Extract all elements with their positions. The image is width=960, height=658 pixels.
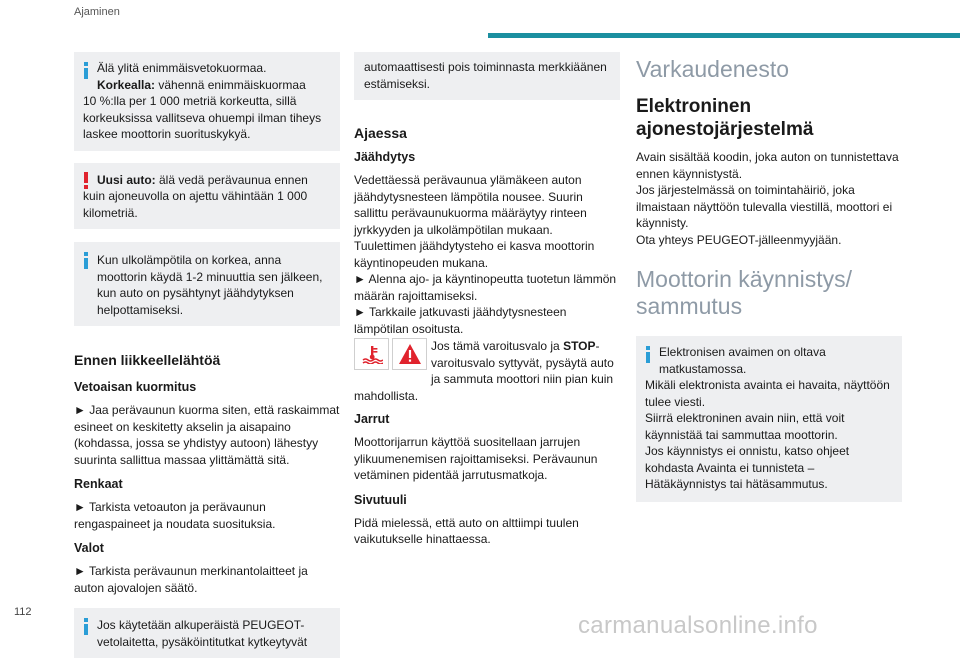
coolant-temperature-icon (354, 338, 389, 370)
note-text: Siirrä elektroninen avain niin, että voit käynnistää tai sammuttaa moottorin. (645, 411, 845, 442)
page-number: 112 (14, 606, 32, 618)
paragraph: Moottorijarrun käyttöä suositellaan jarrujen ylikuumenemisen rajoittamiseksi. Perävaunun vetäminen pidentää jarrutusmatkoja. (354, 435, 598, 482)
note-text: Jos käynnistys ei onnistu, katso ohjeet kohdasta Avainta ei tunnisteta – Hätäkäynnistys tai hätäsammutus. (645, 444, 850, 491)
warning-lamp-paragraph (354, 338, 620, 404)
paragraph: Jos järjestelmässä on toimintahäiriö, joka ilmaistaan näyttöön tulevalla viestillä, moottori ei käynnisty. (636, 183, 893, 230)
paragraph: Ota yhteys PEUGEOT-jälleenmyyjään. (636, 232, 842, 247)
subheading: Sivutuuli (354, 492, 407, 507)
watermark: carmanualsonline.info (578, 612, 818, 639)
section-title: Ajaessa (354, 125, 407, 141)
note-text: Elektronisen avaimen on oltava (659, 345, 826, 359)
note-text: matkustamossa. (659, 361, 747, 376)
subheading: Jarrut (354, 412, 390, 426)
chapter-title: Varkaudenesto (636, 56, 790, 82)
stop-label: STOP (563, 339, 596, 353)
note-bold: Korkealla: (97, 77, 156, 92)
info-icon (84, 618, 88, 635)
subheading: Renkaat (74, 477, 123, 491)
note-text: Jos käytetään alkuperäistä PEUGEOT- (97, 618, 305, 632)
note-text: Mikäli elektronista avainta ei havaita, näyttöön tulee viesti. (645, 378, 890, 409)
subheading: Jäähdytys (354, 150, 416, 164)
info-note-continued (354, 52, 620, 100)
info-note-towbar (74, 608, 340, 658)
column-right (636, 56, 902, 502)
section-title: Ennen liikkeellelähtöä (74, 352, 221, 368)
paragraph: Tuulettimen jäähdytysteho ei kasva moottorin käyntinopeuden mukana. (354, 239, 595, 270)
paragraph: Avain sisältää koodin, joka auton on tunnistettava ennen käynnistystä. (636, 150, 899, 181)
header-accent-bar (488, 33, 960, 38)
column-left (74, 52, 340, 658)
note-text: Kun ulkolämpötila on korkea, anna (97, 253, 282, 267)
note-text: kuin ajoneuvolla on ajettu vähintään 1 000 kilometriä. (83, 189, 308, 220)
warning-note-new-car (74, 163, 340, 230)
running-header: Ajaminen (74, 6, 120, 18)
paragraph: ► Tarkkaile jatkuvasti jäähdytysnesteen lämpötilan osoitusta. (354, 305, 567, 336)
info-icon (84, 62, 88, 79)
paragraph: ► Alenna ajo- ja käyntinopeutta tuotetun lämmön määrän rajoittamiseksi. (354, 272, 617, 303)
note-text: vähennä enimmäiskuormaa (155, 77, 306, 92)
info-icon (84, 252, 88, 269)
paragraph: -varoitusvalo syttyvät, pysäytä auto ja sammuta moottori niin pian kuin mahdollista. (354, 339, 614, 403)
note-bold: Uusi auto: (97, 172, 156, 187)
paragraph: Vedettäessä perävaunua ylämäkeen auton jäähdytysnesteen lämpötila nousee. Suurin sallittu perävaunukuorma määräytyy rinteen jyrkkyyden ja ulkolämpötilan mukaan. (354, 173, 587, 237)
paragraph: ► Tarkista vetoauton ja perävaunun rengaspaineet ja noudata suosituksia. (74, 500, 276, 531)
paragraph: Jos tämä varoitusvalo ja (431, 339, 564, 353)
column-middle (354, 52, 620, 548)
warning-lamps (354, 338, 427, 370)
note-text: Älä ylitä enimmäisvetokuormaa. (97, 61, 267, 75)
note-text: automaattisesti pois toiminnasta merkkiäänen estämiseksi. (364, 60, 607, 91)
info-note-temperature (74, 242, 340, 326)
paragraph: Pidä mielessä, että auto on alttiimpi tuulen vaikutukselle hinattaessa. (354, 515, 579, 546)
section-heading: Elektroninen ajonestojärjestelmä (636, 96, 814, 140)
subheading: Vetoaisan kuormitus (74, 380, 197, 394)
note-text: moottorin käydä 1-2 minuuttia sen jälkeen, kun auto on pysähtynyt jäähdytyksen helpottamiseksi. (97, 269, 323, 317)
chapter-title: Moottorin käynnistys/ sammutus (636, 266, 853, 319)
info-icon (646, 346, 650, 363)
paragraph: ► Jaa perävaunun kuorma siten, että raskaimmat esineet on keskitetty akselin ja aisapaino (kohdassa, jossa se yhdistyy autoon) lähestyy suurinta sallittua massaa ylittämättä sitä. (74, 403, 340, 467)
stop-warning-triangle-icon (392, 338, 427, 370)
paragraph: ► Tarkista perävaunun merkinantolaitteet ja auton ajovalojen säätö. (74, 564, 308, 595)
note-text: 10 %:lla per 1 000 metriä korkeutta, sillä korkeuksissa vallitseva ohuempi ilman tiheys laskee moottorin suorituskykyä. (83, 94, 322, 141)
note-text: vetolaitetta, pysäköintitutkat kytkeytyvät (97, 634, 308, 649)
info-note-key (636, 336, 902, 502)
warning-icon (84, 172, 88, 191)
note-text: älä vedä perävaunua ennen (155, 172, 308, 187)
info-note-weight (74, 52, 340, 151)
subheading: Valot (74, 541, 104, 555)
